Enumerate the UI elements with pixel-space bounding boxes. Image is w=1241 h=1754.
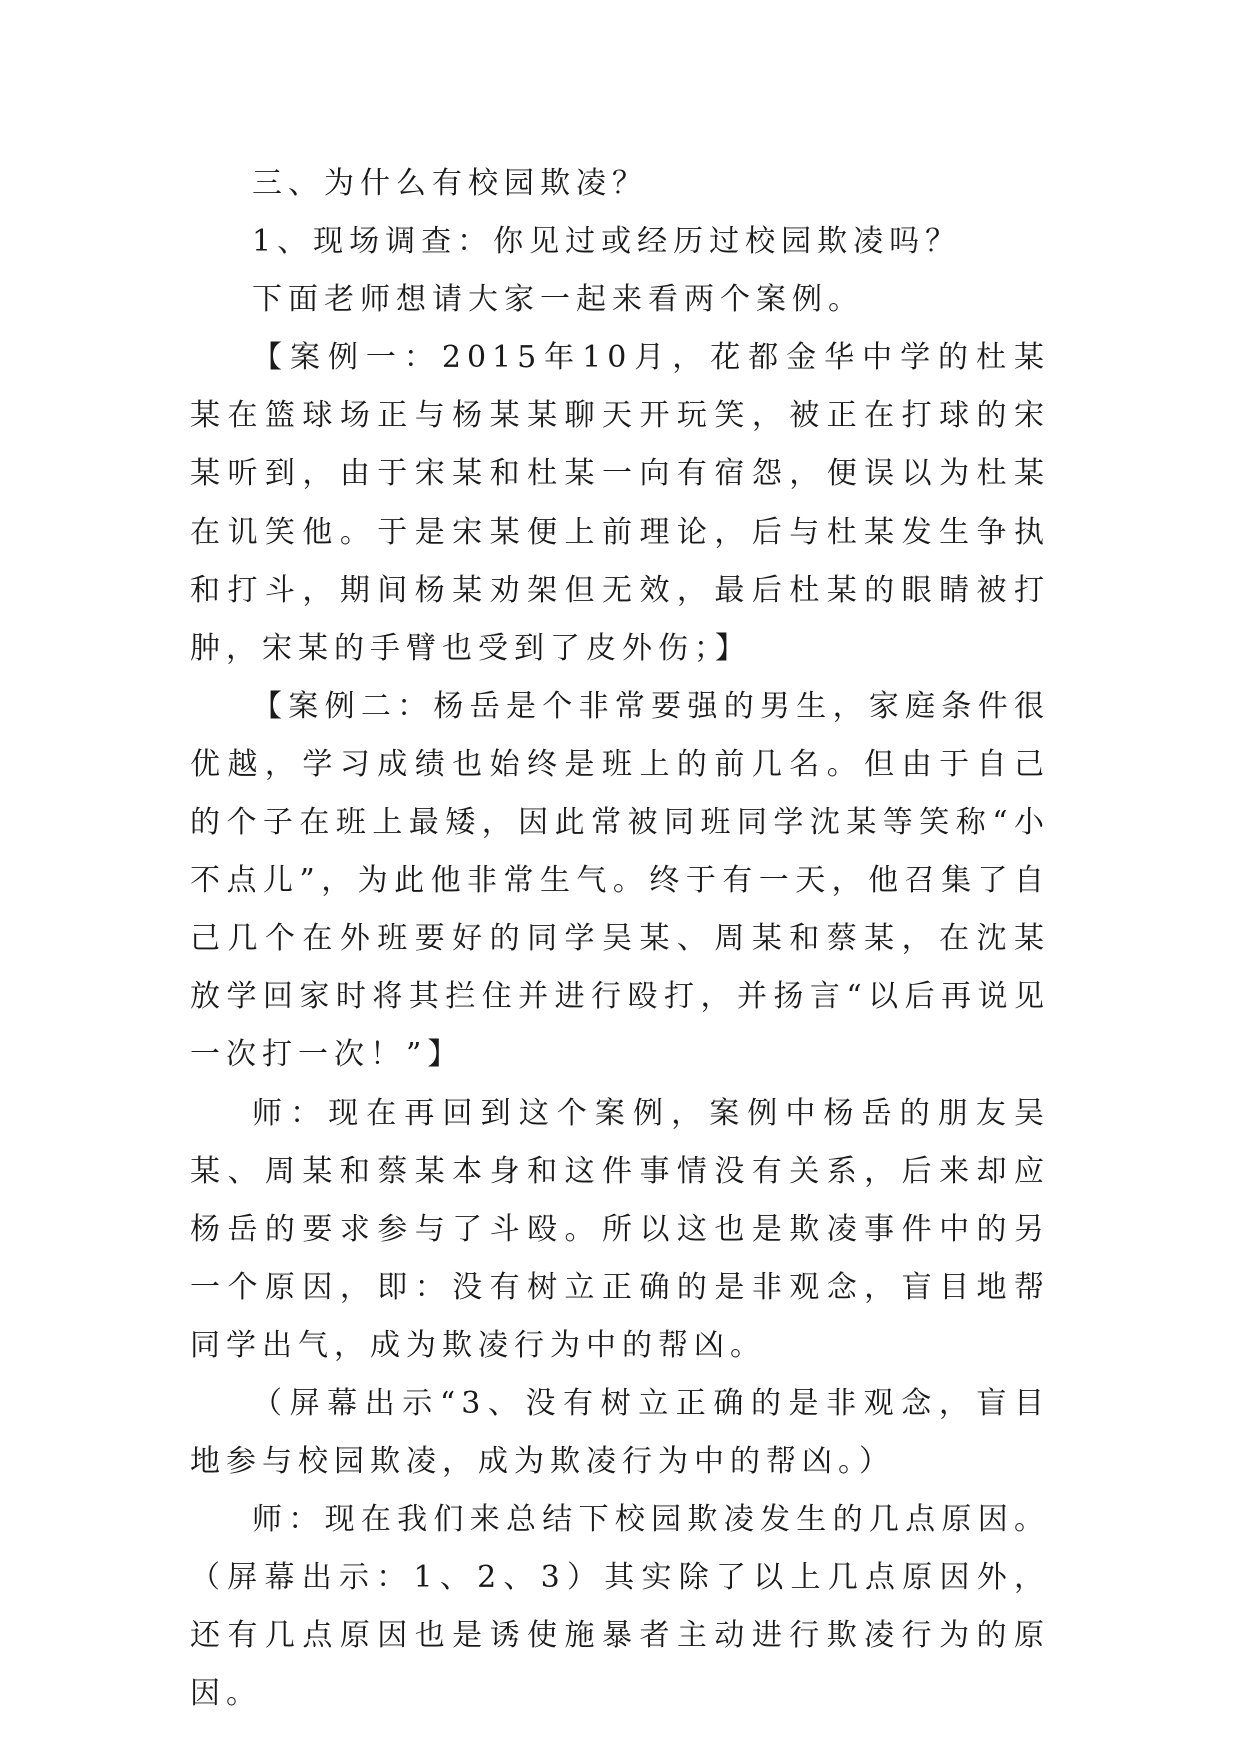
teacher-summary-paragraph: 师：现在我们来总结下校园欺凌发生的几点原因。（屏幕出示：1、2、3）其实除了以上几点原因外，还有几点原因也是诱使施暴者主动进行欺凌行为的原因。 (190, 1502, 1050, 1712)
intro-paragraph: 下面老师想请大家一起来看两个案例。 (252, 282, 864, 318)
survey-paragraph: 1、现场调查：你见过或经历过校园欺凌吗？ (252, 224, 962, 260)
screen-display-paragraph: （屏幕出示“3、没有树立正确的是非观念，盲目地参与校园欺凌，成为欺凌行为中的帮凶。） (190, 1385, 1050, 1480)
case-two-paragraph: 【案例二：杨岳是个非常要强的男生，家庭条件很优越，学习成绩也始终是班上的前几名。但由于自己的个子在班上最矮，因此常被同班同学沈某等笑称“小不点儿”，为此他非常生气。终于有一天，他召集了自己几个在外班要好的同学吴某、周某和蔡某，在沈某放学回家时将其拦住并进行殴打，并扬言“以后再说见一次打一次！”】 (190, 688, 1050, 1073)
section-heading: 三、为什么有校园欺凌？ (252, 166, 648, 201)
teacher-analysis-paragraph: 师：现在再回到这个案例，案例中杨岳的朋友吴某、周某和蔡某本身和这件事情没有关系，后来却应杨岳的要求参与了斗殴。所以这也是欺凌事件中的另一个原因，即：没有树立正确的是非观念，盲目地帮同学出气，成为欺凌行为中的帮凶。 (190, 1095, 1050, 1363)
document-page (190, 155, 1050, 1724)
case-one-paragraph: 【案例一：2015年10月，花都金华中学的杜某某在篮球场正与杨某某聊天开玩笑，被正在打球的宋某听到，由于宋某和杜某一向有宿怨，便误以为杜某在讥笑他。于是宋某便上前理论，后与杜某发生争执和打斗，期间杨某劝架但无效，最后杜某的眼睛被打肿，宋某的手臂也受到了皮外伤；】 (190, 340, 1050, 666)
